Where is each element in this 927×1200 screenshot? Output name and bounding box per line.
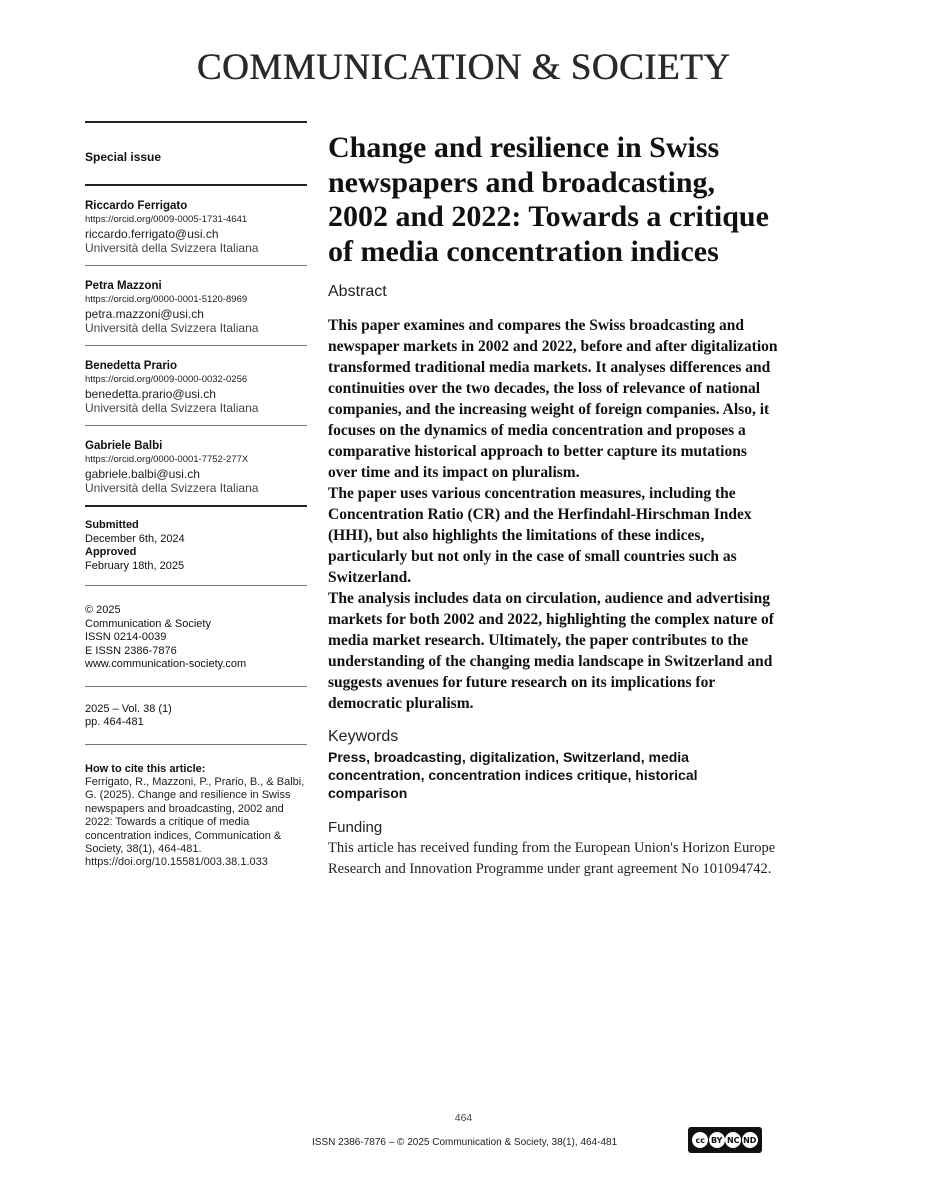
approved-label: Approved [85, 546, 137, 558]
citation-block [85, 745, 307, 870]
issn: ISSN 0214-0039 [85, 631, 167, 643]
author-affiliation: Università della Svizzera Italiana [85, 321, 259, 335]
volume-info [85, 687, 307, 744]
cc-icon: cc [692, 1132, 708, 1148]
e-issn: E ISSN 2386-7876 [85, 644, 177, 657]
abstract-heading: Abstract [328, 283, 387, 300]
journal-website-link[interactable]: www.communication-society.com [85, 658, 247, 670]
publisher-name: Communication & Society [85, 617, 211, 630]
page-range: pp. 464-481 [85, 716, 144, 728]
author-name: Riccardo Ferrigato [85, 200, 188, 212]
divider [85, 121, 307, 123]
author-name: Petra Mazzoni [85, 280, 162, 292]
author-orcid-link[interactable]: https://orcid.org/0009-0000-0032-0256 [85, 374, 248, 385]
citation-label: How to cite this article: [85, 762, 206, 775]
abstract-paragraph: This paper examines and compares the Swiss broadcasting and newspaper markets in 2002 and 2022, before and after digitalization transformed traditional media markets. It analyses differences and continuities over the two decades, the loss of relevance of national companies, and the increasing weight of foreign companies. Also, it focuses on the dynamics of media concentration and proposes a comparative historical approach to better capture its mutations over time and its impact on pluralism. [328, 317, 778, 481]
article-title: Change and resilience in Swiss newspapers and broadcasting, 2002 and 2022: Towards a critique of media concentration indices [328, 131, 769, 268]
author-block [85, 346, 307, 425]
author-block [85, 426, 307, 505]
footer-issn-line: ISSN 2386-7876 – © 2025 Communication & Society, 38(1), 464-481 [312, 1137, 618, 1148]
page-number: 464 [454, 1112, 473, 1124]
nc-icon: NC [725, 1132, 741, 1148]
nd-icon: ND [742, 1132, 758, 1148]
keywords-list: Press, broadcasting, digitalization, Switzerland, media concentration, concentration indices critique, historical comparison [328, 749, 698, 801]
author-email-link[interactable]: petra.mazzoni@usi.ch [85, 307, 204, 321]
author-name: Gabriele Balbi [85, 440, 163, 452]
author-name: Benedetta Prario [85, 360, 178, 372]
sidebar [85, 121, 307, 870]
citation-text: Ferrigato, R., Mazzoni, P., Prario, B., & Balbi, G. (2025). Change and resilience in Swiss newspapers and broadcasting, 2002 and 2022: Towards a critique of media concentration indices, Communication & Society, 38(1), 464-481. https://doi.org/10.15581/003.38.1.033 [85, 775, 305, 869]
copyright-block [85, 586, 307, 686]
by-icon: BY [709, 1132, 725, 1148]
journal-title: COMMUNICATION & SOCIETY [196, 47, 731, 88]
abstract-body [328, 315, 778, 714]
special-issue-label: Special issue [85, 150, 162, 164]
copyright-year: © 2025 [85, 604, 121, 616]
funding-heading: Funding [328, 819, 383, 836]
approved-date: February 18th, 2025 [85, 559, 185, 572]
cc-by-nc-nd-icon[interactable] [688, 1127, 762, 1153]
author-email-link[interactable]: riccardo.ferrigato@usi.ch [85, 227, 219, 241]
author-affiliation: Università della Svizzera Italiana [85, 401, 259, 415]
keywords-heading: Keywords [328, 728, 399, 745]
author-affiliation: Università della Svizzera Italiana [85, 481, 259, 495]
author-email-link[interactable]: benedetta.prario@usi.ch [85, 387, 216, 401]
abstract-paragraph: The paper uses various concentration measures, including the Concentration Ratio (CR) and the Herfindahl-Hirschman Index (HHI), but also highlights the limitations of these indices, particularly but not only in the case of small countries such as Switzerland. [328, 485, 752, 586]
volume-issue: 2025 – Vol. 38 (1) [85, 702, 172, 715]
author-orcid-link[interactable]: https://orcid.org/0000-0001-5120-8969 [85, 294, 248, 305]
submission-dates [85, 507, 307, 585]
author-orcid-link[interactable]: https://orcid.org/0000-0001-7752-277X [85, 454, 249, 465]
author-orcid-link[interactable]: https://orcid.org/0009-0005-1731-4641 [85, 214, 248, 225]
submitted-date: December 6th, 2024 [85, 532, 185, 545]
article-main [328, 131, 778, 880]
author-affiliation: Università della Svizzera Italiana [85, 241, 259, 255]
author-block [85, 266, 307, 345]
funding-text: This article has received funding from the European Union's Horizon Europe Research and Innovation Programme under grant agreement No 101094742. [328, 840, 776, 877]
author-email-link[interactable]: gabriele.balbi@usi.ch [85, 467, 200, 481]
submitted-label: Submitted [85, 519, 139, 531]
abstract-paragraph: The analysis includes data on circulation, audience and advertising markets for both 2002 and 2022, highlighting the complex nature of media market research. Ultimately, the paper contributes to the understanding of the changing media landscape in Switzerland and suggests avenues for future research on its implications for democratic pluralism. [328, 590, 774, 712]
author-block [85, 186, 307, 265]
